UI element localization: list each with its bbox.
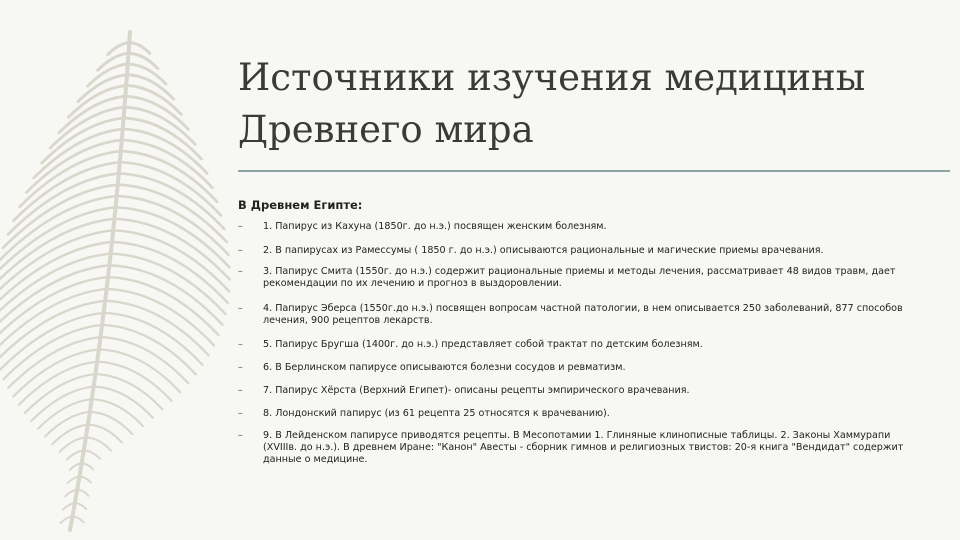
list-item (238, 339, 908, 351)
bullet-dash: – (238, 221, 243, 232)
feather-barb (72, 516, 83, 522)
feather-barb (79, 477, 90, 483)
list-item-text: 4. Папирус Эберса (1550г.до н.э.) посвящен вопросам частной патологии, в нем описывается 250 заболеваний, 877 способов лечения, 900 рецептов лекарств. (263, 303, 903, 326)
list-item (238, 221, 908, 233)
list-item (238, 245, 908, 257)
title-line-1: Источники изучения медицины (238, 56, 866, 99)
list-item (238, 303, 908, 327)
feather-barb (84, 450, 100, 458)
list-item-text: 3. Папирус Смита (1550г. до н.э.) содержит рациональные приемы и методы лечения, рассматривает 48 видов травм, дает рекомендации по их лечению и прогноз в выздоровлении. (263, 266, 896, 289)
bullet-dash: – (238, 303, 243, 314)
feather-barb (52, 425, 88, 445)
list-item-text: 1. Папирус из Кахуна (1850г. до н.э.) посвящен женским болезням. (263, 221, 607, 232)
list-item-text: 8. Лондонский папирус (из 61 рецепта 25 относятся к врачеванию). (263, 408, 610, 419)
feather-barb (95, 374, 162, 409)
section-subtitle: В Древнем Египте: (238, 198, 363, 212)
bullet-dash: – (238, 430, 243, 441)
list-item-text: 9. В Лейденском папирусе приводятся рецепты. В Месопотамии 1. Глиняные клинописные таблицы. 2. Законы Хаммурапи (XVIIIв. до н.э.). В древнем Иране: "Канон" Авесты - сборник гимнов и религиозных твистов: 20-я книга "Вендидат" содержит данные о медицине. (263, 430, 904, 465)
list-item-text: 7. Папирус Хёрста (Верхний Египет)- описаны рецепты эмпирического врачевания. (263, 385, 690, 396)
feather-barb (86, 437, 111, 450)
bullet-dash: – (238, 339, 243, 350)
feather-barb (77, 490, 88, 496)
list-item (238, 266, 908, 290)
title-line-2: Древнего мира (238, 108, 534, 151)
title-divider (238, 170, 950, 172)
feather-barb (129, 43, 149, 54)
bullet-dash: – (238, 408, 243, 419)
feather-barb (88, 425, 122, 443)
feather-barb (82, 463, 93, 469)
list-item-text: 2. В папирусах из Рамессумы ( 1850 г. до н.э.) описываются рациональные и магические приемы врачевания. (263, 245, 824, 256)
bullet-dash: – (238, 385, 243, 396)
feather-barb (25, 374, 96, 413)
slide-title (238, 52, 938, 156)
list-item (238, 362, 908, 374)
feather-barb (75, 503, 86, 509)
feather-barb (97, 362, 171, 401)
bullet-dash: – (238, 362, 243, 373)
bullet-dash: – (238, 266, 243, 277)
list-item (238, 408, 908, 420)
feather-barb (31, 387, 93, 421)
feather-barb (99, 349, 180, 392)
list-item-text: 6. В Берлинском папирусе описываются болезни сосудов и ревматизм. (263, 362, 626, 373)
list-item (238, 430, 908, 466)
feather-barb (90, 412, 133, 434)
list-item-text: 5. Папирус Бругша (1400г. до н.э.) представляет собой трактат по детским болезням. (263, 339, 703, 350)
bullet-dash: – (238, 245, 243, 256)
list-item (238, 385, 908, 397)
